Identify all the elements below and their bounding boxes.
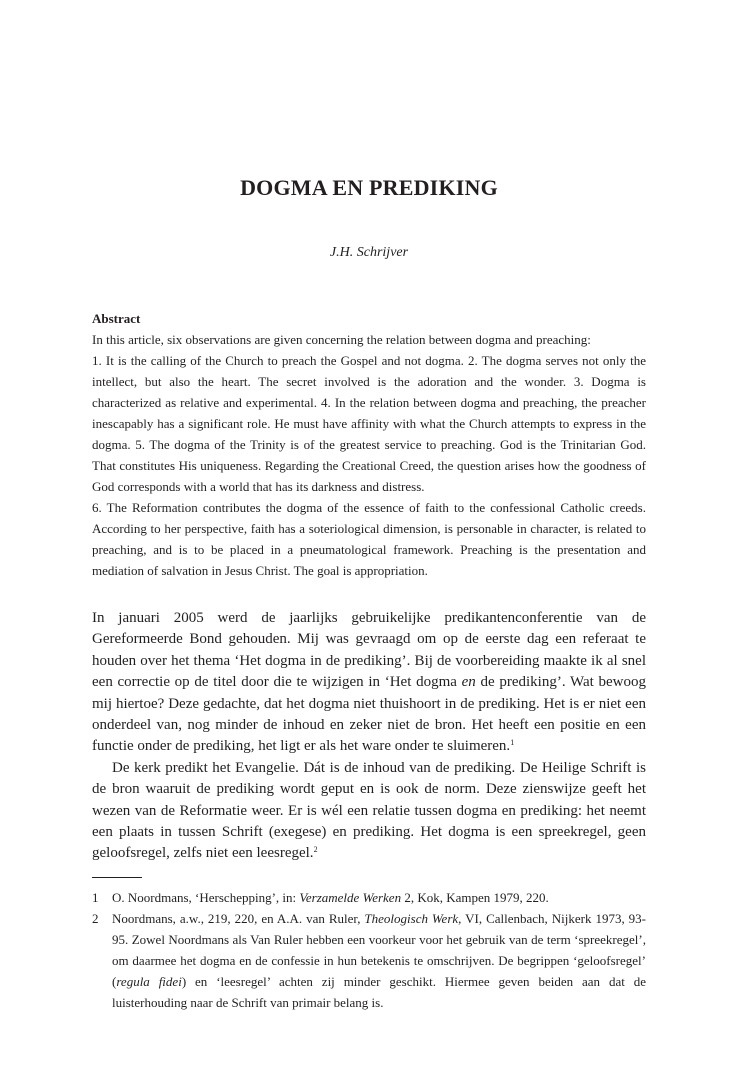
footnote-number: 1 (92, 890, 99, 905)
footnotes (92, 887, 646, 1013)
footnote-2 (92, 908, 646, 1013)
book-title: Theologisch Werk (364, 911, 459, 926)
footnote-1 (92, 887, 646, 908)
emphasis: en (461, 674, 476, 691)
footnote-ref-2[interactable]: 2 (313, 845, 318, 855)
text-run: de prediking’. Wat bewoog mij hiertoe? Deze gedachte, dat het dogma niet thuishoort in de prediking. Het is er niet een onderdeel van, nog minder de inhoud en zeker niet de bron. Het heeft een positie en een functie onder de prediking, het ligt er als het ware onder te sluimeren. (92, 674, 646, 755)
text-run: ) en ‘leesregel’ achten zij minder geschikt. Hiermee geven beiden aan dat de luisterhouding naar de Schrift van primair belang is. (112, 974, 646, 1010)
text-run: In januari 2005 werd de jaarlijks gebruikelijke predikantenconferentie van de Gereformeerde Bond gehouden. Mij was gevraagd om op de eerste dag een referaat te houden over het thema ‘Het dogma in de prediking’. Bij de voorbereiding maakte ik al snel een correctie op de titel door die te wijzigen in ‘Het dogma (92, 610, 646, 691)
article-title: DOGMA EN PREDIKING (240, 175, 498, 200)
body-text (92, 608, 646, 865)
abstract (92, 308, 646, 581)
text-run: 2, Kok, Kampen 1979, 220. (401, 890, 549, 905)
text-run: O. Noordmans, ‘Herschepping’, in: (112, 890, 300, 905)
text-run: De kerk predikt het Evangelie. Dát is de inhoud van de prediking. De Heilige Schrift is de bron waaruit de prediking wordt geput en is ook de norm. Deze zienswijze geeft het wezen van de Reformatie weer. Er is wél een relatie tussen dogma en prediking: het neemt een plaats in tussen Schrift (exegese) en prediking. Het dogma is een spreekregel, geen geloofsregel, zelfs niet een leesregel. (92, 759, 646, 862)
footnote-ref-1[interactable]: 1 (510, 738, 515, 748)
author-name: J.H. Schrijver (329, 245, 409, 260)
footnote-number: 2 (92, 911, 99, 926)
text-run: Noordmans, a.w., 219, 220, en A.A. van Ruler, (112, 911, 365, 926)
body-paragraph (92, 608, 646, 758)
abstract-heading: Abstract (92, 311, 141, 326)
latin-term: regula fidei (116, 974, 182, 989)
text-run: , VI, Callenbach, Nijkerk 1973, 93-95. Zowel Noordmans als Van Ruler hebben een voorkeur voor het gebruik van de term ‘spreekregel’, om daarmee het dogma en de confessie in hun betekenis te omschrijven. De begrippen ‘geloofsregel’ ( (112, 911, 646, 989)
book-title: Verzamelde Werken (299, 890, 402, 905)
footnote-divider (92, 877, 142, 878)
body-paragraph (92, 758, 646, 865)
abstract-paragraph: 1. It is the calling of the Church to preach the Gospel and not dogma. 2. The dogma serves not only the intellect, but also the heart. The secret involved is the adoration and the wonder. 3. Dogma is characterized as relative and experimental. 4. In the relation between dogma and preaching, the preacher inescapably has a significant role. He must have affinity with what the Church attempts to express in the dogma. 5. The dogma of the Trinity is of the greatest service to preaching. God is the Trinitarian God. That constitutes His uniqueness. Regarding the Creational Creed, the question arises how the goodness of God corresponds with a world that has its darkness and distress. (92, 353, 646, 494)
abstract-paragraph: In this article, six observations are given concerning the relation between dogma and preaching: (92, 332, 591, 347)
abstract-paragraph: 6. The Reformation contributes the dogma of the essence of faith to the confessional Catholic creeds. According to her perspective, faith has a soteriological dimension, is personable in character, is related to preaching, and is to be placed in a pneumatological framework. Preaching is the presentation and mediation of salvation in Jesus Christ. The goal is appropriation. (92, 500, 646, 578)
